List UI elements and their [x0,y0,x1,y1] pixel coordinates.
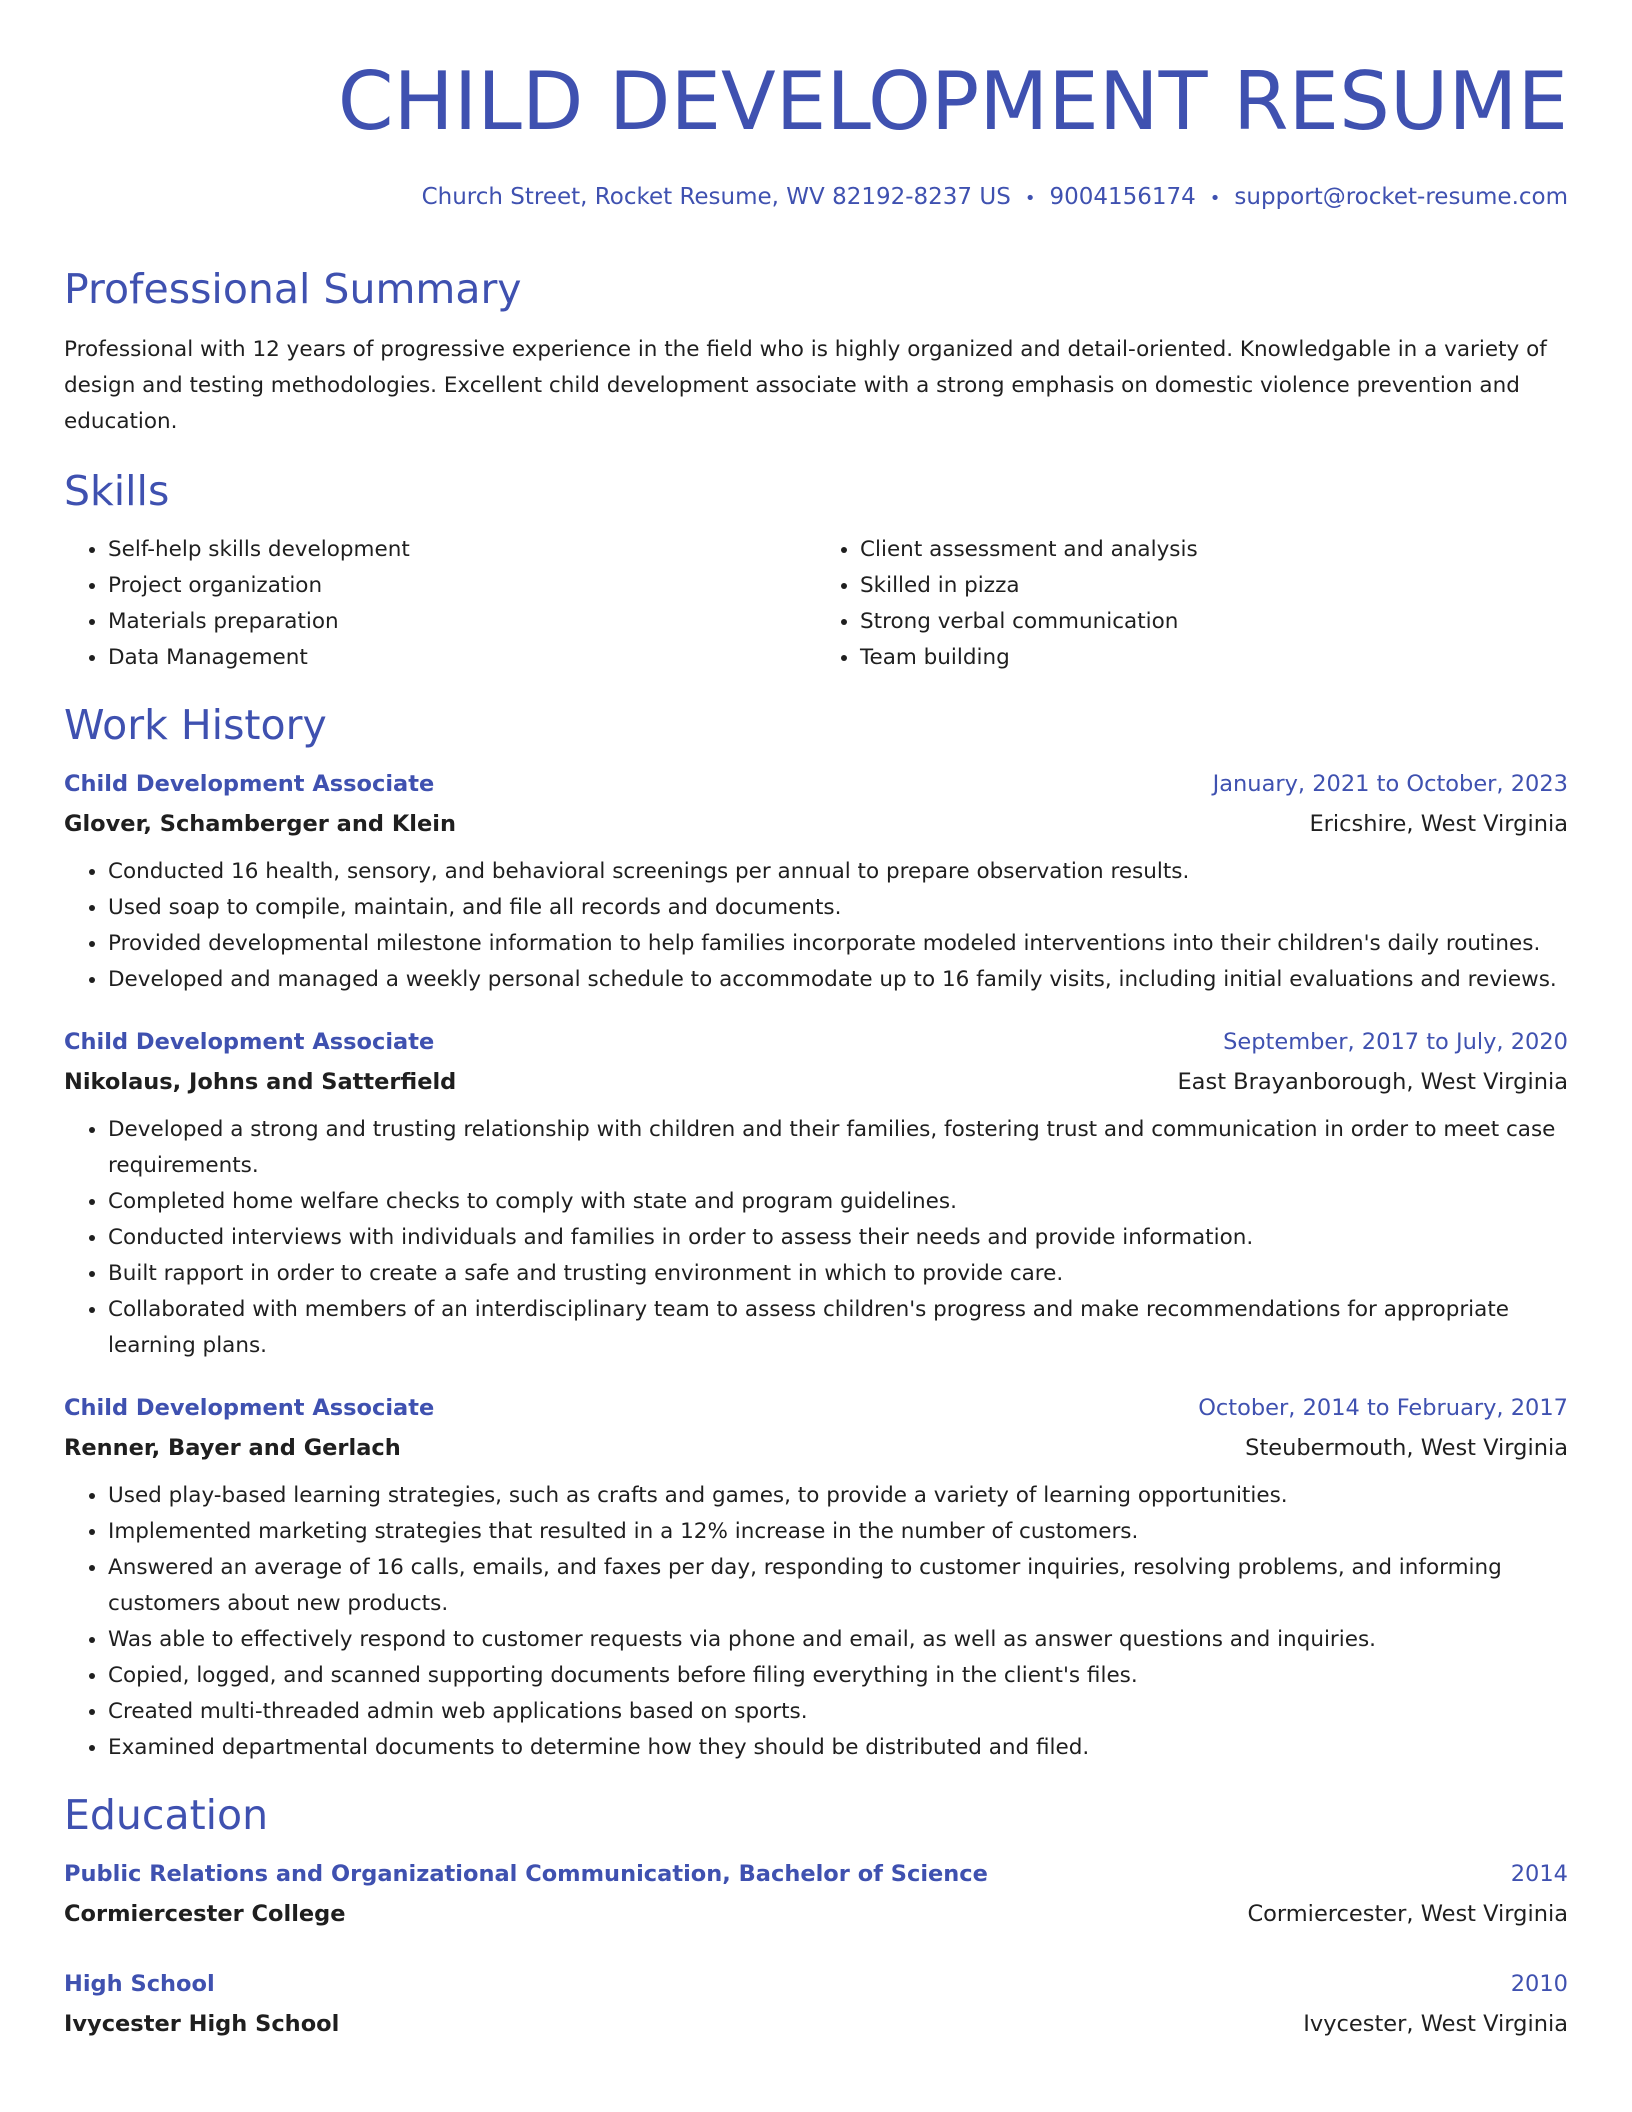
skill-item: • Materials preparation [108,604,816,640]
job-bullet: • Developed and managed a weekly personal schedule to accommodate up to 16 family visits, including initial evaluations and reviews. [108,962,1568,998]
job-bullet: • Completed home welfare checks to comply with state and program guidelines. [108,1184,1568,1220]
job-bullets [64,1112,1568,1364]
job-location: Ericshire, West Virginia [1309,811,1568,837]
contact-phone: 9004156174 [1049,184,1196,210]
skill-item: • Client assessment and analysis [860,532,1568,568]
skill-item: • Team building [860,640,1568,676]
job-bullets [64,854,1568,998]
job-title-row [64,1022,1568,1062]
education-school-row [64,1894,1568,1934]
job-bullet: • Developed a strong and trusting relationship with children and their families, fostering trust and communication in order to meet case requirements. [108,1112,1568,1184]
job-bullet: • Implemented marketing strategies that resulted in a 12% increase in the number of customers. [108,1514,1568,1550]
summary-text: Professional with 12 years of progressive experience in the field who is highly organized and detail-oriented. Knowledgable in a variety of design and testing methodologies. Excellent child development associate with a strong emphasis on domestic violence prevention and education. [64,337,1547,434]
job-company: Nikolaus, Johns and Satterfield [64,1069,457,1095]
job-title: Child Development Associate [64,1029,435,1055]
job-entry [64,1022,1568,1364]
education-school-row [64,2004,1568,2044]
education-degree: High School [64,1971,215,1997]
job-dates: October, 2014 to February, 2017 [1198,1395,1568,1421]
job-bullet: • Conducted interviews with individuals and families in order to assess their needs and provide information. [108,1220,1568,1256]
job-bullet: • Provided developmental milestone information to help families incorporate modeled interventions into their children's daily routines. [108,926,1568,962]
job-dates: September, 2017 to July, 2020 [1223,1029,1568,1055]
skill-item: • Skilled in pizza [860,568,1568,604]
resume-header [64,0,1568,214]
skill-item: • Project organization [108,568,816,604]
contact-line [64,182,1568,214]
education-location: Ivycester, West Virginia [1303,2011,1568,2037]
job-location: East Brayanborough, West Virginia [1177,1069,1568,1095]
job-company-row [64,1062,1568,1102]
job-bullet: • Conducted 16 health, sensory, and behavioral screenings per annual to prepare observation results. [108,854,1568,890]
summary-section [64,264,1568,440]
skill-item: • Data Management [108,640,816,676]
education-school: Cormiercester College [64,1901,346,1927]
job-company-row [64,804,1568,844]
job-bullet: • Collaborated with members of an interdisciplinary team to assess children's progress and make recommendations for appropriate learning plans. [108,1292,1568,1364]
resume-name: CHILD DEVELOPMENT RESUME [337,55,1568,148]
job-bullet: • Created multi-threaded admin web applications based on sports. [108,1694,1568,1730]
contact-address: Church Street, Rocket Resume, WV 82192-8237 US [421,184,1011,210]
education-section [64,1790,1568,2044]
job-title-row [64,764,1568,804]
skills-right-list [816,532,1568,676]
job-entry [64,764,1568,998]
job-title-row [64,1388,1568,1428]
job-entry [64,1388,1568,1766]
education-degree-row [64,1964,1568,2004]
contact-separator: • [1209,188,1221,209]
work-history-heading: Work History [64,701,327,749]
education-entry [64,1964,1568,2044]
education-location: Cormiercester, West Virginia [1247,1901,1568,1927]
job-bullet: • Examined departmental documents to determine how they should be distributed and filed. [108,1730,1568,1766]
education-year: 2014 [1510,1861,1568,1887]
job-bullet: • Used soap to compile, maintain, and file all records and documents. [108,890,1568,926]
job-bullet: • Used play-based learning strategies, such as crafts and games, to provide a variety of learning opportunities. [108,1478,1568,1514]
job-company: Glover, Schamberger and Klein [64,811,456,837]
education-degree-row [64,1854,1568,1894]
education-school: Ivycester High School [64,2011,340,2037]
education-heading: Education [64,1791,269,1839]
job-title: Child Development Associate [64,771,435,797]
job-bullet: • Was able to effectively respond to customer requests via phone and email, as well as answer questions and inquiries. [108,1622,1568,1658]
job-bullet: • Copied, logged, and scanned supporting documents before filing everything in the client's files. [108,1658,1568,1694]
summary-heading: Professional Summary [64,265,522,313]
skills-heading: Skills [64,467,170,515]
skills-columns [64,532,1568,676]
contact-separator: • [1024,188,1036,209]
education-entry [64,1854,1568,1934]
job-bullet: • Built rapport in order to create a safe and trusting environment in which to provide care. [108,1256,1568,1292]
skill-item: • Strong verbal communication [860,604,1568,640]
job-company-row [64,1428,1568,1468]
education-year: 2010 [1510,1971,1568,1997]
skill-item: • Self-help skills development [108,532,816,568]
contact-email[interactable]: support@rocket-resume.com [1234,184,1568,210]
education-degree: Public Relations and Organizational Communication, Bachelor of Science [64,1861,988,1887]
work-history-section [64,700,1568,1766]
job-company: Renner, Bayer and Gerlach [64,1435,401,1461]
job-bullet: • Answered an average of 16 calls, emails, and faxes per day, responding to customer inquiries, resolving problems, and informing customers about new products. [108,1550,1568,1622]
skills-section [64,466,1568,676]
skills-left-list [64,532,816,676]
job-bullets [64,1478,1568,1766]
job-title: Child Development Associate [64,1395,435,1421]
job-dates: January, 2021 to October, 2023 [1212,771,1568,797]
job-location: Steubermouth, West Virginia [1245,1435,1568,1461]
